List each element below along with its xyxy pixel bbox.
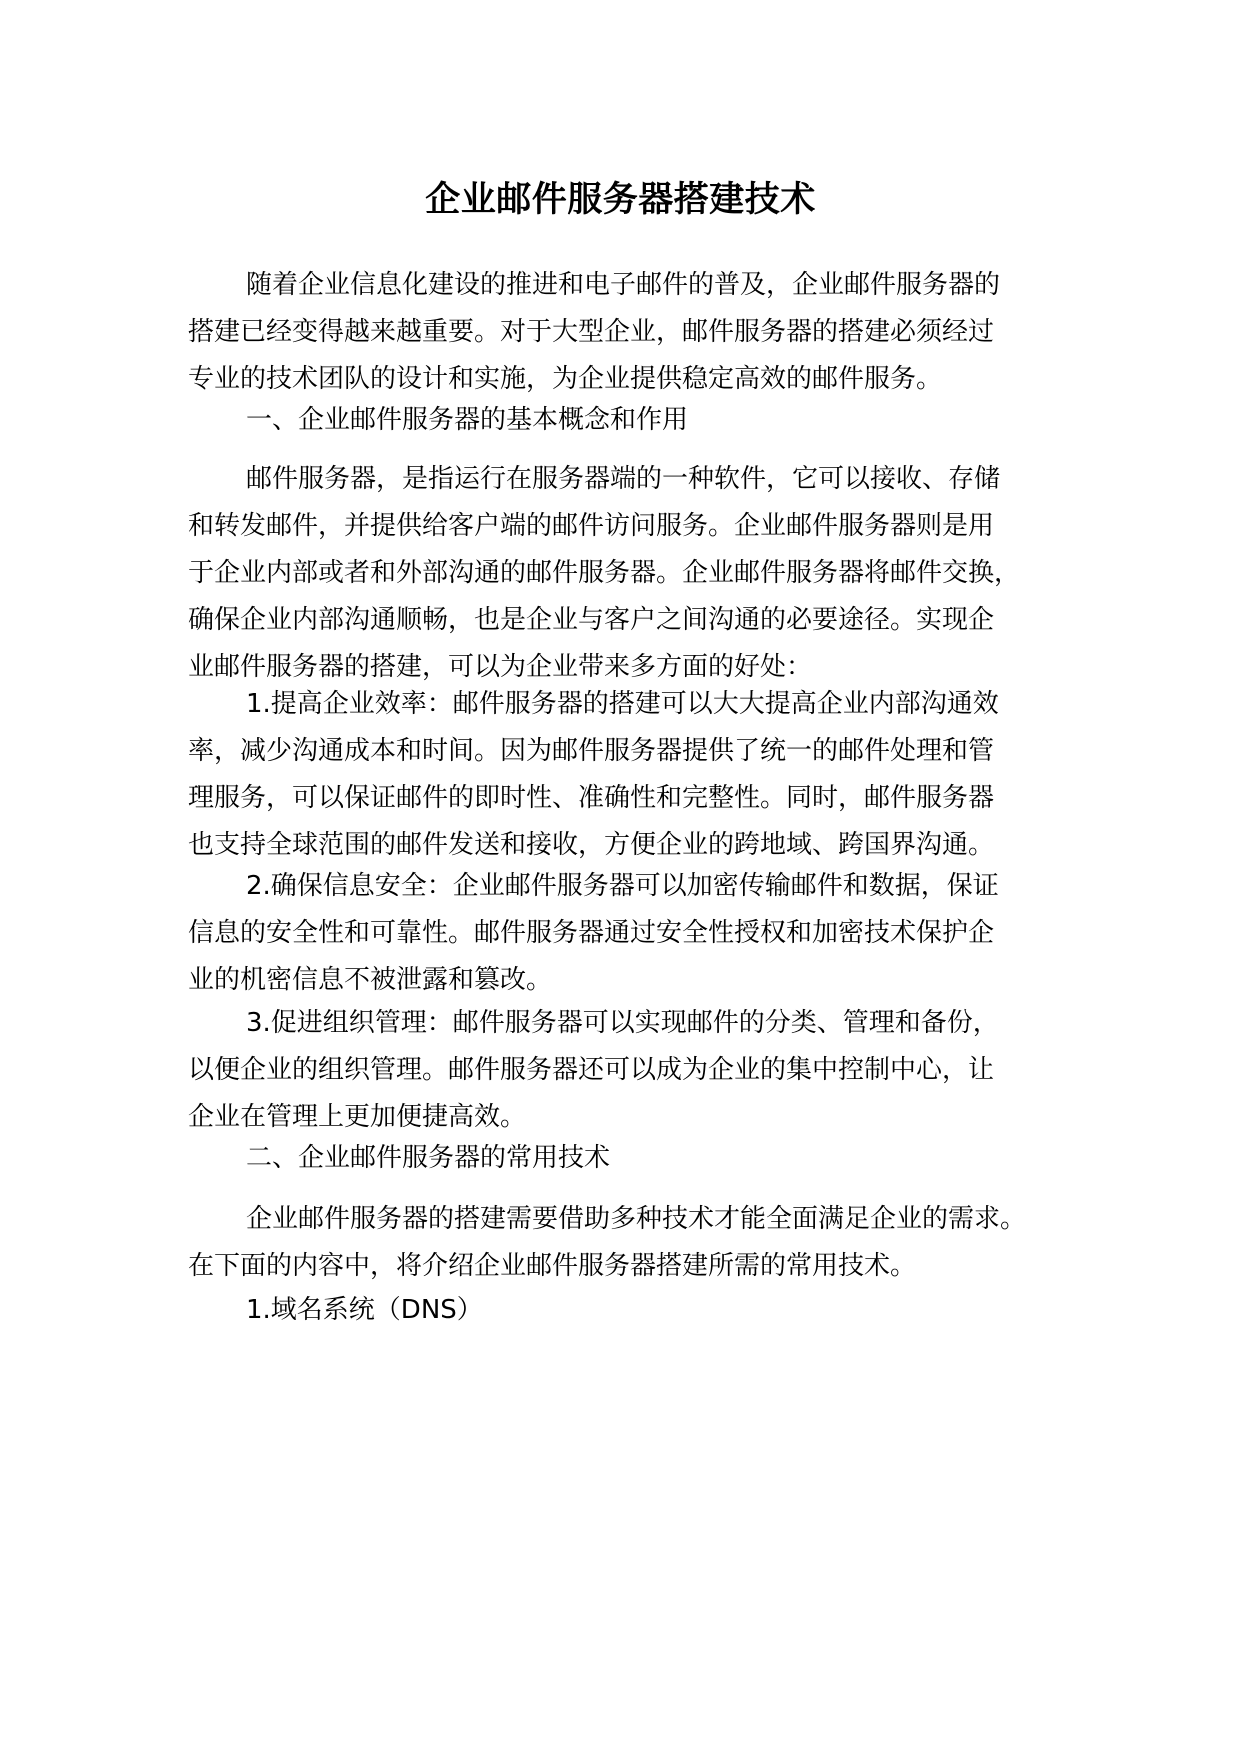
paragraph-line: 在下面的内容中，将介绍企业邮件服务器搭建所需的常用技术。 [188,1251,917,1281]
paragraph-line: 信息的安全性和可靠性。邮件服务器通过安全性授权和加密技术保护企 [188,918,995,948]
benefit-paragraph-3 [188,1000,1088,1141]
tech-intro-paragraph [188,1196,1088,1290]
paragraph-line: 以便企业的组织管理。邮件服务器还可以成为企业的集中控制中心，让 [188,1055,995,1085]
intro-paragraph [188,262,1088,403]
paragraph-line: 企业在管理上更加便捷高效。 [188,1102,527,1132]
paragraph-line: 邮件服务器，是指运行在服务器端的一种软件，它可以接收、存储 [246,464,1001,494]
paragraph-line: 2.确保信息安全：企业邮件服务器可以加密传输邮件和数据，保证 [246,871,999,901]
tech-item-1 [188,1287,1088,1334]
paragraph-line: 率，减少沟通成本和时间。因为邮件服务器提供了统一的邮件处理和管 [188,736,995,766]
list-item: 1.域名系统（DNS） [246,1295,483,1325]
concept-paragraph [188,456,1088,691]
paragraph-line: 随着企业信息化建设的推进和电子邮件的普及，企业邮件服务器的 [246,270,1001,300]
paragraph-line: 3.促进组织管理：邮件服务器可以实现邮件的分类、管理和备份， [246,1008,999,1038]
section-heading-2 [188,1135,1088,1182]
paragraph-line: 专业的技术团队的设计和实施，为企业提供稳定高效的邮件服务。 [188,364,943,394]
section-heading-text: 一、企业邮件服务器的基本概念和作用 [246,405,689,435]
paragraph-line: 企业邮件服务器的搭建需要借助多种技术才能全面满足企业的需求。 [246,1204,1027,1234]
paragraph-line: 1.提高企业效率：邮件服务器的搭建可以大大提高企业内部沟通效 [246,689,999,719]
paragraph-line: 于企业内部或者和外部沟通的邮件服务器。企业邮件服务器将邮件交换， [188,558,1021,588]
paragraph-line: 业邮件服务器的搭建，可以为企业带来多方面的好处： [188,652,813,682]
paragraph-line: 和转发邮件，并提供给客户端的邮件访问服务。企业邮件服务器则是用 [188,511,995,541]
paragraph-line: 确保企业内部沟通顺畅，也是企业与客户之间沟通的必要途径。实现企 [188,605,995,635]
document-title: 企业邮件服务器搭建技术 [425,180,816,220]
section-heading-1 [188,397,1088,444]
section-heading-text: 二、企业邮件服务器的常用技术 [246,1143,611,1173]
paragraph-line: 业的机密信息不被泄露和篡改。 [188,965,553,995]
benefit-paragraph-2 [188,863,1088,1004]
paragraph-line: 搭建已经变得越来越重要。对于大型企业，邮件服务器的搭建必须经过 [188,317,995,347]
paragraph-line: 也支持全球范围的邮件发送和接收，方便企业的跨地域、跨国界沟通。 [188,830,995,860]
benefit-paragraph-1 [188,681,1088,869]
paragraph-line: 理服务，可以保证邮件的即时性、准确性和完整性。同时，邮件服务器 [188,783,995,813]
